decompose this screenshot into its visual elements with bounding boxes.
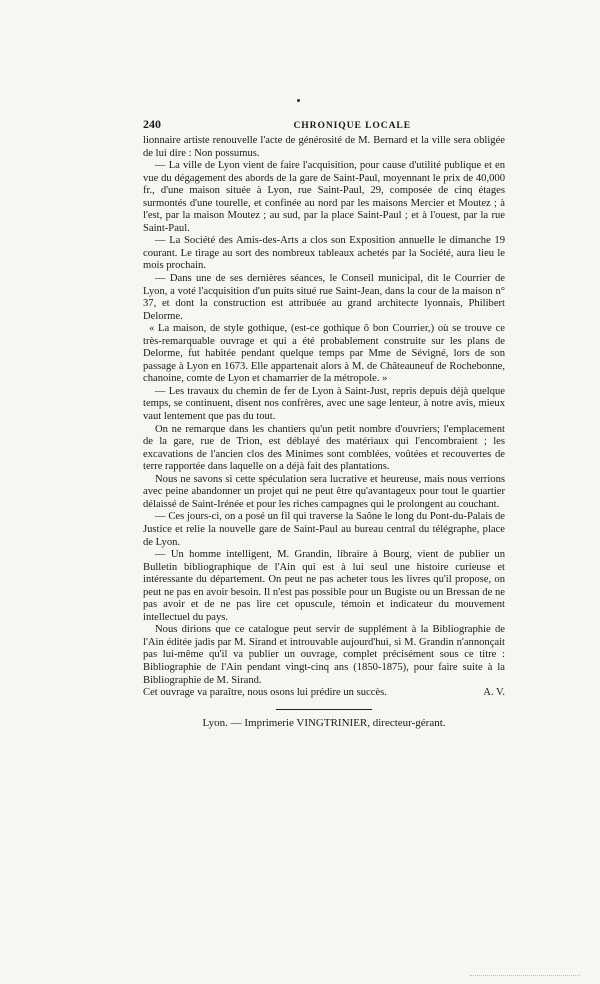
paragraph-2: — La ville de Lyon vient de faire l'acquisition, pour cause d'utilité publique et en vue du dégagement des abords de la gare de Saint-Paul, moyennant le prix de 40,000 fr., d'une maison située à Lyon, rue Saint-Paul, 29, composée de cinq étages surmontés d'une tourelle, et confinée au nord par les maisons Mercier et Moutez ; à l'est, par la maison Moutez ; au sud, par la place Saint-Paul ; et à l'ouest, par la rue Saint-Paul.	[143, 160, 505, 234]
paragraph-7: On ne remarque dans les chantiers qu'un petit nombre d'ouvriers; l'emplacement de la gare, rue de Trion, est déblayé des matériaux qui l'encombraient ; les excavations de l'ancien clos des Minimes sont comblées, voûtées et recouvertes de terre rapportée dans laquelle on a déjà fait des plantations.	[143, 423, 505, 473]
imprint-line: Lyon. — Imprimerie VINGTRINIER, directeur-gérant.	[202, 716, 446, 729]
paragraph-11: Nous dirions que ce catalogue peut servir de supplément à la Bibliographie de l'Ain éditée jadis par M. Sirand et introuvable aujourd'hui, si M. Grandin n'annonçait pas lui-même qu'il va publier un ouvrage, complet précisément sous ce titre : Bibliographie de l'Ain pendant vingt-cinq ans (1850-1875), pour faire suite à la Bibliographie de M. Sirand.	[143, 624, 505, 686]
page-header	[143, 118, 505, 133]
printer-mark	[297, 99, 300, 102]
document-page	[143, 118, 505, 729]
paragraph-5-quote: « La maison, de style gothique, (est-ce gothique ô bon Courrier,) où se trouve ce très-remarquable ouvrage et qui a été probablement construite sur les plans de Delorme, fut habitée pendant quelque temps par Mme de Sévigné, lors de son passage à Lyon en 1673. Elle appartenait alors à M. de Châteauneuf de Rochebonne, chanoine, comte de Lyon et chamarrier de la métropole. »	[143, 323, 505, 385]
page-number: 240	[143, 117, 161, 131]
closing-line	[143, 687, 505, 700]
paragraph-4: — Dans une de ses dernières séances, le Conseil municipal, dit le Courrier de Lyon, a voté l'acquisition d'un puits situé rue Saint-Jean, dans la cour de la maison n° 37, et dont la construction est attribuée au grand architecte lyonnais, Philibert Delorme.	[143, 273, 505, 322]
paragraph-10: — Un homme intelligent, M. Grandin, libraire à Bourg, vient de publier un Bulletin bibliographique de l'Ain qui est à lui seul une histoire curieuse et intéressante du département. On peut ne pas acheter tous les livres qu'il propose, on peut ne pas en avoir besoin. Il n'est pas possible pour un Bugiste ou un Bressan de ne pas avoir et de ne pas lire cet opuscule, témoin et indicateur du mouvement intellectuel du pays.	[143, 549, 505, 623]
paragraph-3: — La Société des Amis-des-Arts a clos son Exposition annuelle le dimanche 19 courant. Le tirage au sort des nombreux tableaux achetés par la Société, aura lieu le mois prochain.	[143, 235, 505, 272]
paragraph-8: Nous ne savons si cette spéculation sera lucrative et heureuse, mais nous verrions avec peine abandonner un projet qui ne peut être qu'avantageux pour tout le quartier délaissé de Saint-Irénée et pour les riches campagnes qui le prolongent au couchant.	[143, 473, 505, 510]
paragraph-6: — Les travaux du chemin de fer de Lyon à Saint-Just, repris depuis déjà quelque temps, se continuent, disent nos confrères, avec une sage lenteur, à notre avis, mieux vaut lentement que pas du tout.	[143, 385, 505, 423]
author-signature: A. V.	[483, 687, 505, 699]
paragraph-9: — Ces jours-ci, on a posé un fil qui traverse la Saône le long du Pont-du-Palais de Justice et relie la nouvelle gare de Saint-Paul au bureau central du télégraphe, place de Lyon.	[143, 511, 505, 548]
running-title: CHRONIQUE LOCALE	[293, 120, 411, 131]
paragraph-1: lionnaire artiste renouvelle l'acte de générosité de M. Bernard et la ville sera obligée de lui dire : Non possumus.	[143, 135, 505, 159]
scan-artifact	[470, 975, 580, 977]
divider-rule	[276, 709, 372, 710]
closing-sentence: Cet ouvrage va paraître, nous osons lui prédire un succès.	[143, 687, 387, 699]
